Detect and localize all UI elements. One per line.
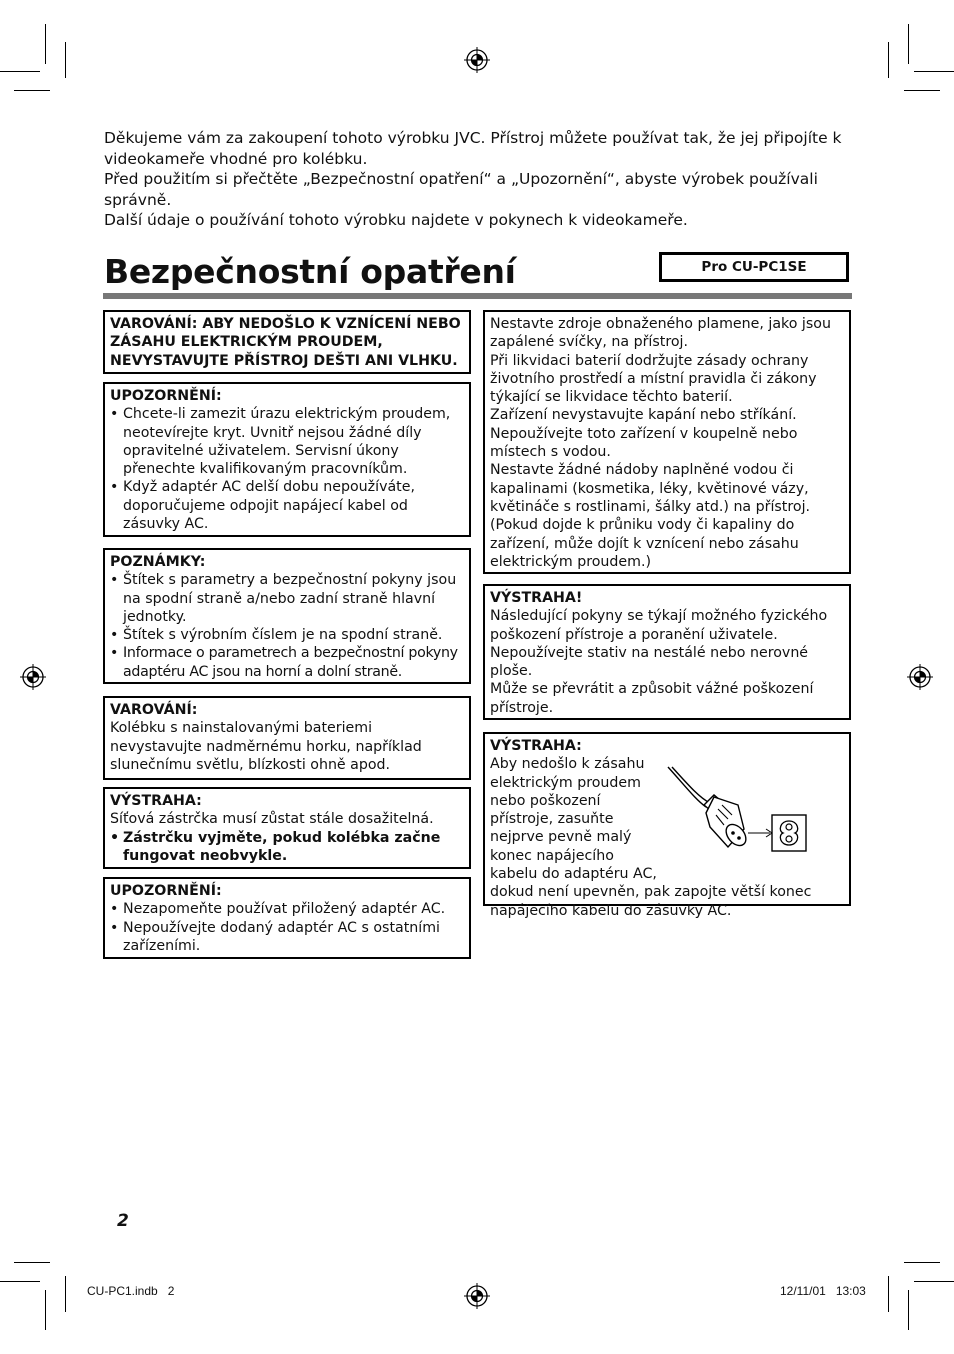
page-number: 2 [117,1211,129,1231]
crop-mark [904,1262,940,1263]
footer-file: CU-PC1.indb 2 [87,1284,175,1298]
notes-list [110,571,465,681]
crop-mark [914,1281,954,1282]
caution-heading: VÝSTRAHA! [490,590,583,606]
crop-mark [14,90,50,91]
warning-text: VAROVÁNÍ: ABY NEDOŠLO K VZNÍCENÍ NEBO ZÁSAHU ELEKTRICKÝM PROUDEM, NEVYSTAVUJTE PŘÍSTROJ DEŠTI ANI VLHKU. [110,316,461,369]
caution-list [110,900,465,955]
caution-heading: UPOZORNĚNÍ: [110,388,222,404]
caution-text: Nepoužívejte stativ na nestálé nebo nerovné ploše. [490,644,809,680]
crop-mark [888,42,889,78]
caution-heading: VÝSTRAHA: [490,738,582,754]
caution-text: Může se převrátit a způsobit vážné poškození přístroje. [490,681,814,716]
power-cord-plug-icon [666,765,816,865]
list-item: • Nepoužívejte dodaný adaptér AC s ostatními zařízeními. [110,919,465,956]
crop-mark [914,71,954,72]
caution-list [110,829,465,866]
registration-mark-icon [464,1283,490,1309]
list-item: • Nezapomeňte používat přiložený adaptér AC. [110,900,465,918]
intro-line: Další údaje o používání tohoto výrobku najdete v pokynech k videokameře. [104,211,688,229]
crop-mark [908,24,909,64]
caution-list [110,405,465,533]
safety-text: Nepoužívejte toto zařízení v koupelně nebo místech s vodou. [490,425,798,461]
crop-mark [888,1276,889,1312]
crop-mark [0,71,40,72]
intro-line: Děkujeme vám za zakoupení tohoto výrobku JVC. Přístroj můžete používat tak, že jej připojíte k videokameře vhodné pro kolébku. [104,129,842,168]
caution-heading: UPOZORNĚNÍ: [110,883,222,899]
list-item: • Informace o parametrech a bezpečnostní pokyny adaptéru AC jsou na horní a dolní straně. [110,644,465,681]
caution-heading: VÝSTRAHA: [110,793,202,809]
model-badge: Pro CU-PC1SE [659,252,849,282]
registration-mark-icon [20,664,46,690]
warning-box [103,310,471,374]
caution-box [103,787,471,869]
title-rule [103,293,852,299]
crop-mark [45,24,46,64]
list-item: • Chcete-li zamezit úrazu elektrickým proudem, neotevírejte kryt. Uvnitř nejsou žádné díly opravitelné uživatelem. Servisní úkony přenechte kvalifikovaným pracovníkům. [110,405,465,478]
caution-text: Následující pokyny se týkají možného fyzického poškození přístroje a poranění uživatele. [490,608,828,643]
crop-mark [908,1290,909,1330]
caution-text: Síťová zástrčka musí zůstat stále dosažitelná. [110,811,434,828]
caution-box [483,584,851,720]
intro-line: Před použitím si přečtěte „Bezpečnostní opatření“ a „Upozornění“, abyste výrobek používali správně. [104,170,818,209]
warning-text: Kolébku s nainstalovanými bateriemi nevystavujte nadměrnému horku, například slunečnímu světlu, blízkosti ohně apod. [110,720,422,773]
notes-heading: POZNÁMKY: [110,554,206,570]
caution-box [103,382,471,537]
page-title: Bezpečnostní opatření [104,252,516,291]
crop-mark [65,42,66,78]
notes-box [103,548,471,684]
warning-heading: VAROVÁNÍ: [110,702,198,718]
crop-mark [65,1276,66,1312]
crop-mark [14,1262,50,1263]
warning-box [103,696,471,780]
crop-mark [0,1281,40,1282]
list-item: • Zástrčku vyjměte, pokud kolébka začne fungovat neobvykle. [110,829,465,866]
list-item: • Štítek s výrobním číslem je na spodní straně. [110,626,465,644]
crop-mark [45,1290,46,1330]
safety-text: Nestavte žádné nádoby naplněné vodou či kapalinami (kosmetika, léky, květinové vázy, květináče s rostlinami, šálky atd.) na přístroj. (Pokud dojde k průniku vody či kapaliny do zařízení, může dojít k vznícení nebo zásahu elektrickým proudem.) [490,462,811,570]
caution-box [103,877,471,959]
list-item: • Štítek s parametry a bezpečnostní pokyny jsou na spodní straně a/nebo zadní straně hlavní jednotky. [110,571,465,626]
crop-mark [904,90,940,91]
safety-text: Při likvidaci baterií dodržujte zásady ochrany životního prostředí a místní pravidla či zákony týkající se likvidace těchto baterií. [490,352,817,406]
footer-datetime: 12/11/01 13:03 [780,1284,866,1298]
safety-text: Nestavte zdroje obnaženého plamene, jako jsou zapálené svíčky, na přístroj. [490,316,831,351]
caution-text: Aby nedošlo k zásahu elektrickým proudem nebo poškození přístroje, zasuňte nejprve pevně malý konec napájecího kabelu do adaptéru AC, dokud není upevněn, pak zapojte větší konec napájecího kabelu do zásuvky AC. [490,756,812,919]
list-item: • Když adaptér AC delší dobu nepoužíváte, doporučujeme odpojit napájecí kabel od zásuvky AC. [110,478,465,533]
safety-text: Zařízení nevystavujte kapání nebo stříkání. [490,407,797,424]
intro-text [104,128,844,231]
general-safety-box [483,310,851,574]
registration-mark-icon [907,664,933,690]
registration-mark-icon [464,47,490,73]
